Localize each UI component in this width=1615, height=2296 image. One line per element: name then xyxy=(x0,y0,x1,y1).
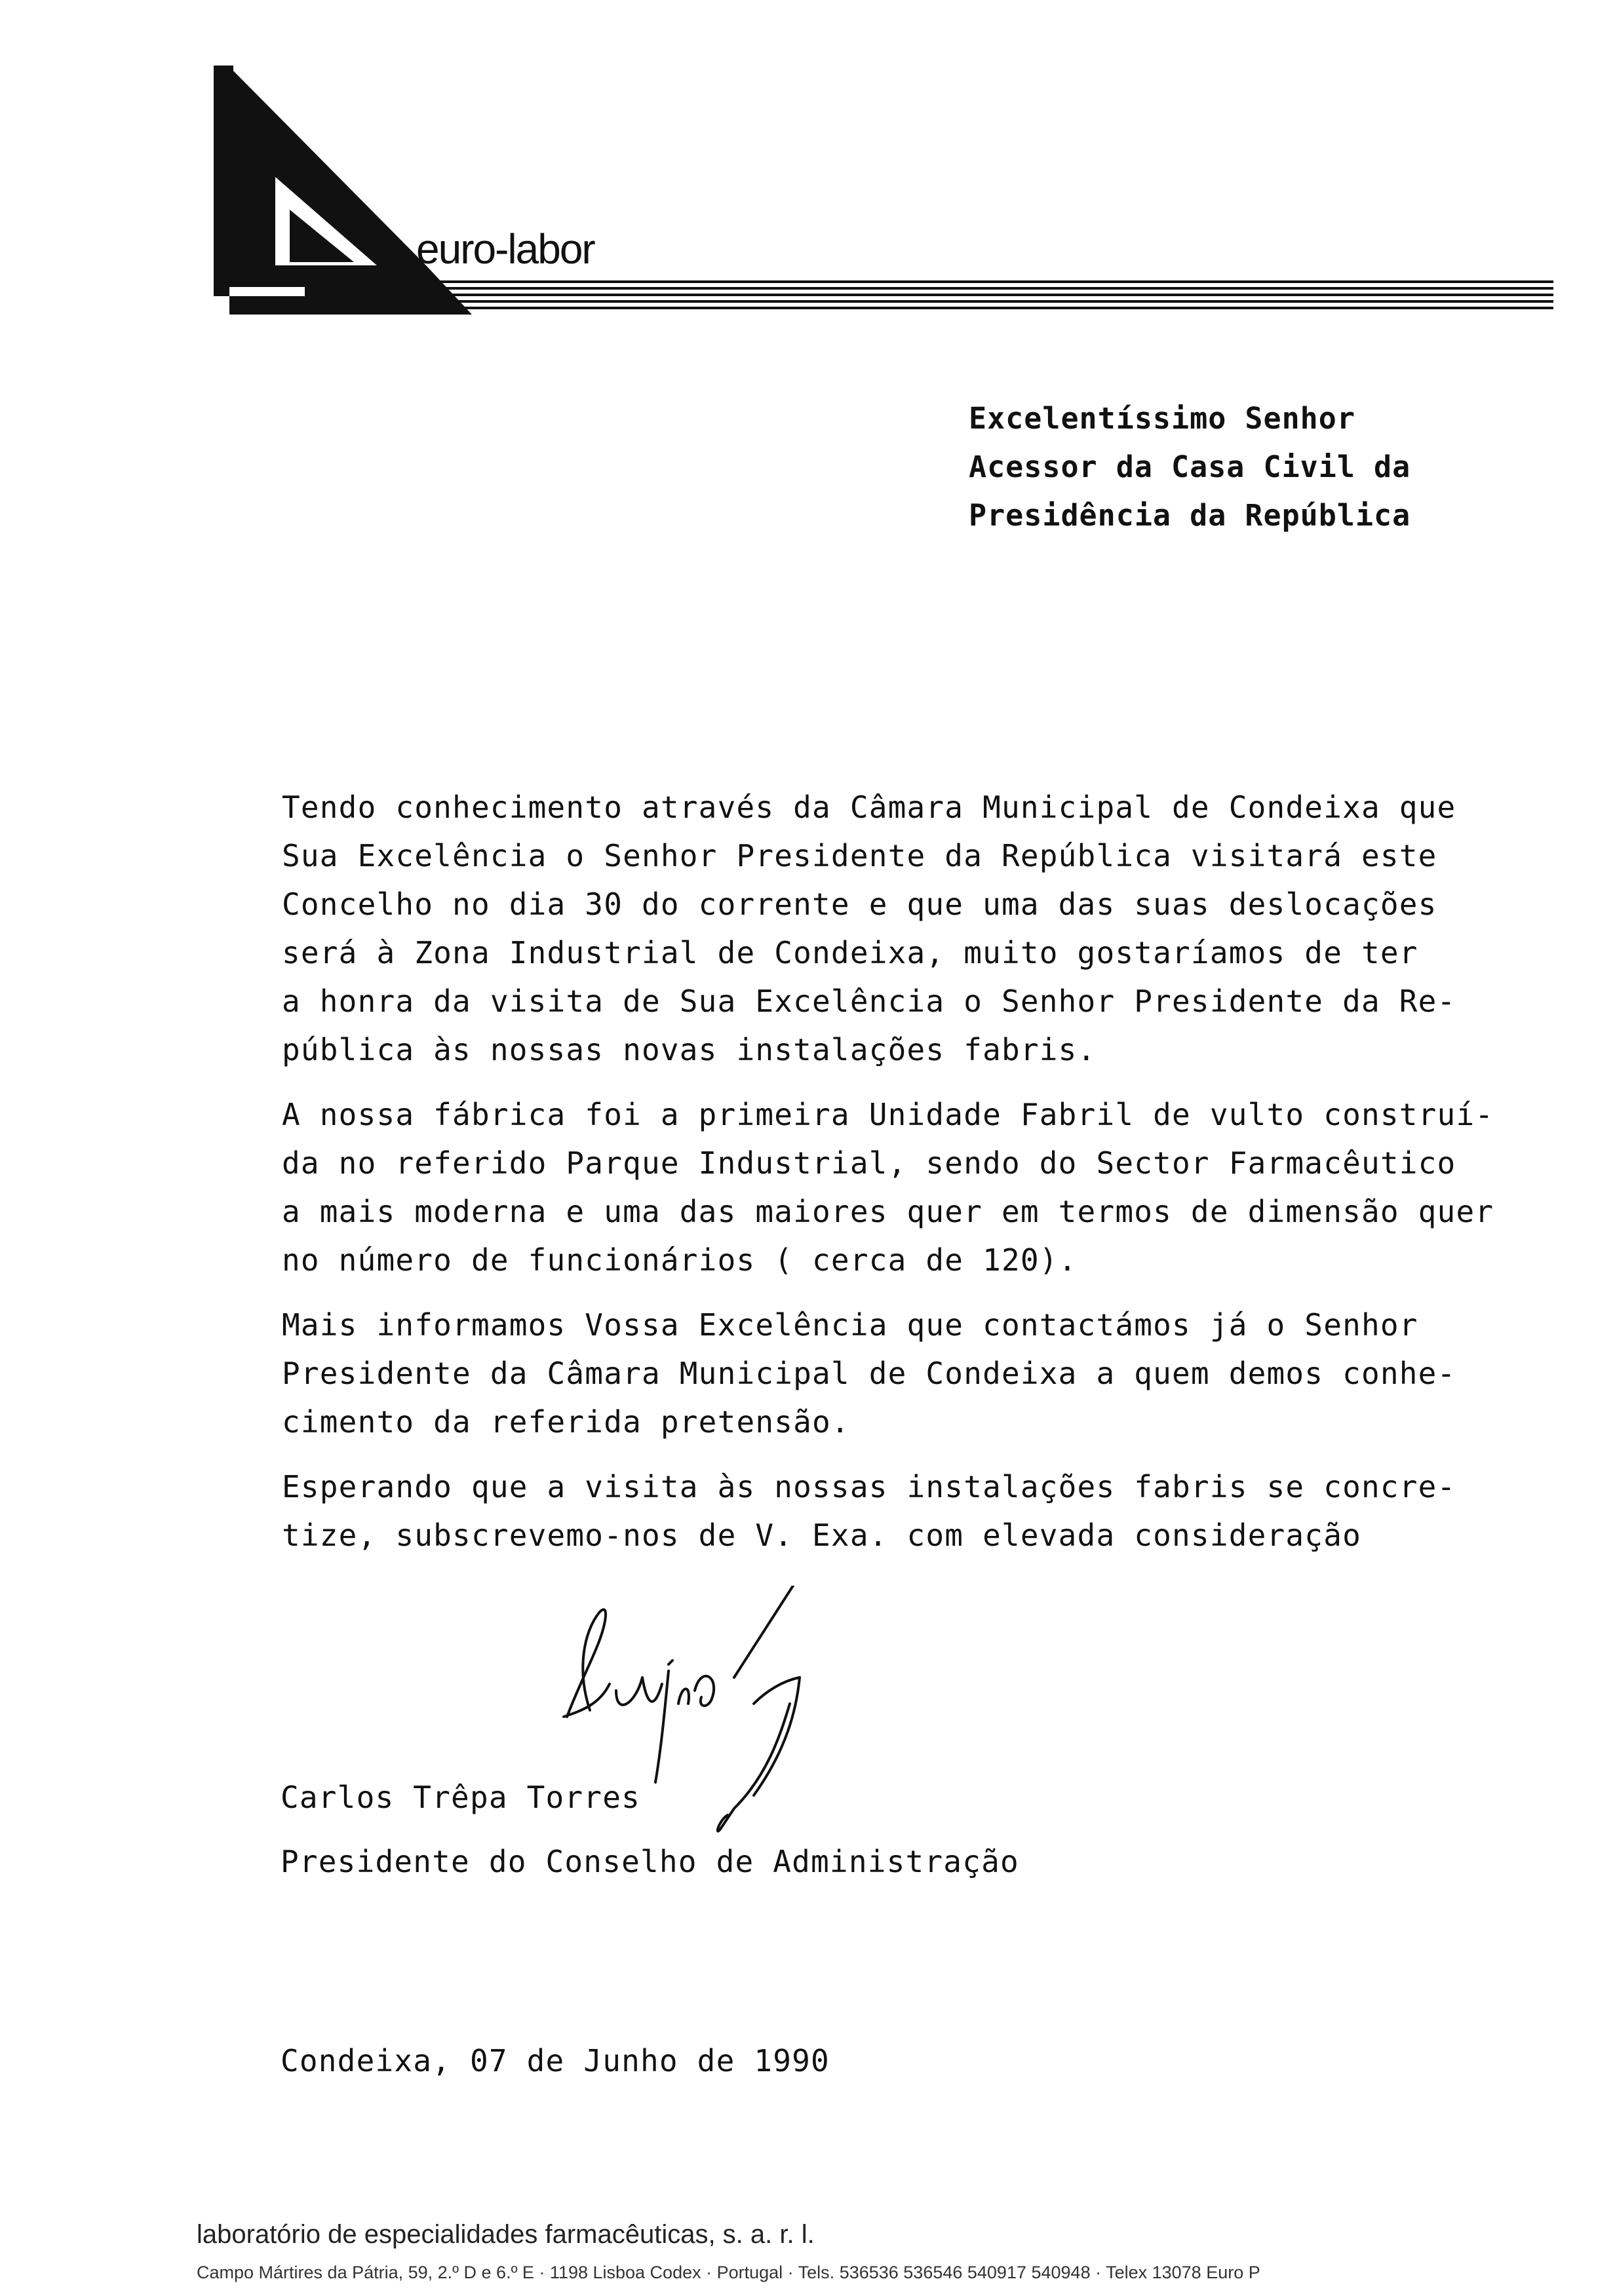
recipient-line: Excelentíssimo Senhor xyxy=(969,401,1355,436)
body-line: tize, subscrevemo-nos de V. Exa. com elevada consideração xyxy=(282,1518,1361,1553)
rule-line xyxy=(419,287,1553,290)
body-line: Presidente da Câmara Municipal de Condeixa a quem demos conhe- xyxy=(282,1356,1456,1391)
rule-line xyxy=(419,307,1553,309)
letter-body xyxy=(282,783,1494,1576)
body-line: a honra da visita de Sua Excelência o Senhor Presidente da Re- xyxy=(282,984,1456,1019)
paragraph xyxy=(282,1301,1494,1446)
body-line: Mais informamos Vossa Excelência que contactámos já o Senhor xyxy=(282,1307,1418,1343)
signer-name: Carlos Trêpa Torres xyxy=(281,1780,640,1815)
euro-labor-triangle-logo-icon xyxy=(210,66,655,315)
signer-title: Presidente do Conselho de Administração xyxy=(281,1844,1019,1879)
rule-line xyxy=(419,300,1553,303)
brand-name: euro-labor xyxy=(416,225,594,273)
paragraph xyxy=(282,1463,1494,1559)
rule-line xyxy=(419,294,1553,296)
body-line: será à Zona Industrial de Condeixa, muito gostaríamos de ter xyxy=(282,935,1418,970)
body-line: cimento da referida pretensão. xyxy=(282,1404,850,1440)
recipient-line: Presidência da República xyxy=(969,498,1411,533)
footer-address: Campo Mártires da Pátria, 59, 2.º D e 6.º E · 1198 Lisboa Codex · Portugal · Tels. 536536 536546 540917 540948 · Telex 13078 Euro P xyxy=(197,2263,1260,2282)
recipient-line: Acessor da Casa Civil da xyxy=(969,450,1411,484)
paragraph xyxy=(282,783,1494,1074)
body-line: Concelho no dia 30 do corrente e que uma das suas deslocações xyxy=(282,887,1437,922)
handwritten-signature-icon xyxy=(537,1586,918,1861)
body-line: pública às nossas novas instalações fabris. xyxy=(282,1032,1097,1067)
letterhead-logo xyxy=(210,66,655,315)
body-line: no número de funcionários ( cerca de 120). xyxy=(282,1242,1078,1278)
letterhead-rules xyxy=(419,280,1553,313)
body-line: da no referido Parque Industrial, sendo do Sector Farmacêutico xyxy=(282,1145,1456,1181)
body-line: a mais moderna e uma das maiores quer em termos de dimensão quer xyxy=(282,1194,1494,1229)
body-line: Tendo conhecimento através da Câmara Municipal de Condeixa que xyxy=(282,790,1456,825)
body-line: A nossa fábrica foi a primeira Unidade Fabril de vulto construí- xyxy=(282,1097,1494,1132)
place-date: Condeixa, 07 de Junho de 1990 xyxy=(281,2043,830,2078)
footer-company: laboratório de especialidades farmacêuticas, s. a. r. l. xyxy=(197,2220,815,2249)
body-line: Sua Excelência o Senhor Presidente da República visitará este xyxy=(282,838,1437,873)
recipient-block xyxy=(969,394,1411,540)
paragraph xyxy=(282,1090,1494,1284)
rule-line xyxy=(419,280,1553,283)
body-line: Esperando que a visita às nossas instalações fabris se concre- xyxy=(282,1469,1456,1504)
